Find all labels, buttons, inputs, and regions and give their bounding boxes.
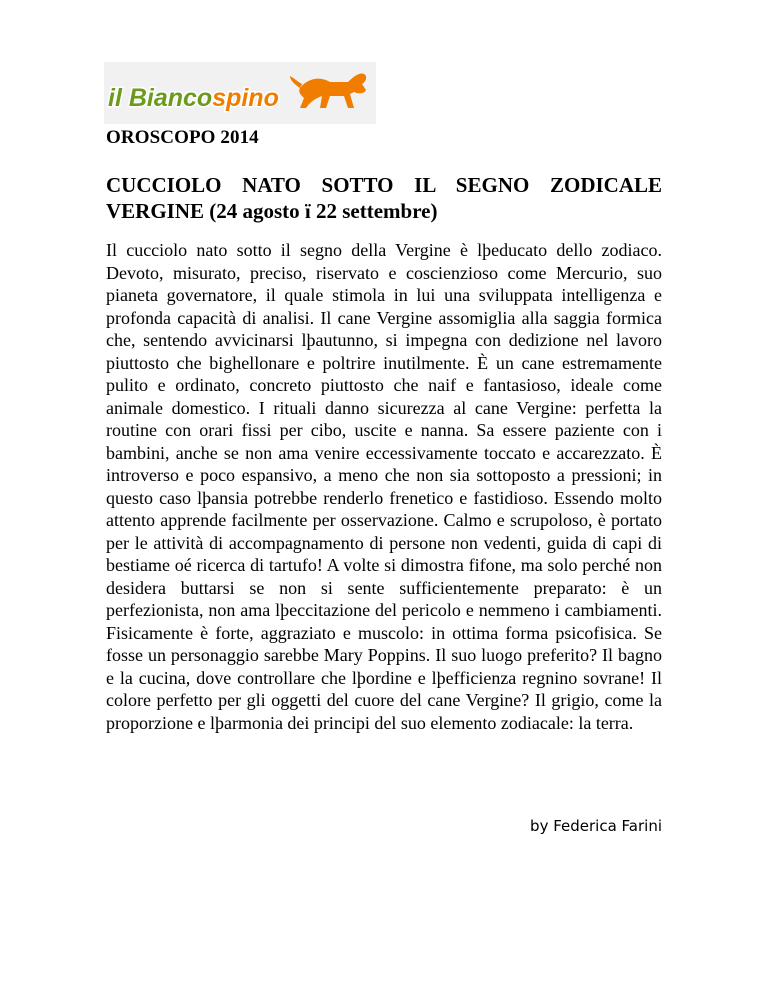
document-title: OROSCOPO 2014 — [106, 127, 259, 148]
author-byline: by Federica Farini — [530, 817, 662, 835]
document-body: Il cucciolo nato sotto il segno della Vergine è lþeducato dello zodiaco. Devoto, misurato, preciso, riservato e coscienzioso come Mercurio, suo pianeta governatore, il quale stimola in lui una sviluppata intelligenza e profonda capacità di analisi. Il cane Vergine assomiglia alla saggia formica che, sentendo avvicinarsi lþautunno, si impegna con dedizione nel lavoro piuttosto che bighellonare e poltrire inutilmente. È un cane estremamente pulito e ordinato, concreto piuttosto che naif e fantasioso, ideale come animale domestico. I rituali danno sicurezza al cane Vergine: perfetta la routine con orari fissi per cibo, uscite e nanna. Sa essere paziente con i bambini, anche se non ama venire eccessivamente toccato e accarezzato. È introverso e poco espansivo, a meno che non sia sottoposto a pressioni; in questo caso lþansia potrebbe renderlo frenetico e fastidioso. Essendo molto attento apprende facilmente per osservazione. Calmo e scrupoloso, è portato per le attività di accompagnamento di persone non vedenti, guida di capi di bestiame oé ricerca di tartufo! A volte si dimostra fifone, ma solo perché non desidera buttarsi se non si sente sufficientemente preparato: è un perfezionista, non ama lþeccitazione del pericolo e nemmeno i cambiamenti. Fisicamente è forte, aggraziato e muscolo: in ottima forma psicofisica. Se fosse un personaggio sarebbe Mary Poppins. Il suo luogo preferito? Il bagno e la cucina, dove controllare che lþordine e lþefficienza regnino sovrane! Il colore perfetto per gli oggetti del cuore del cane Vergine? Il grigio, come la proporzione e lþarmonia dei principi del suo elemento zodiacale: la terra. — [106, 240, 662, 733]
brand-logo-text — [108, 84, 279, 112]
brand-logo — [104, 62, 376, 124]
document-heading-line2: VERGINE (24 agosto ï 22 settembre) — [106, 199, 438, 223]
brand-logo-text-orange: spino — [212, 84, 279, 112]
brand-logo-graphic — [104, 62, 376, 124]
dog-silhouette-icon — [290, 73, 366, 108]
brand-logo-text-green: il Bianco — [108, 84, 213, 112]
document-heading — [106, 172, 662, 224]
document-heading-line1: CUCCIOLO NATO SOTTO IL SEGNO ZODICALE — [106, 173, 662, 197]
